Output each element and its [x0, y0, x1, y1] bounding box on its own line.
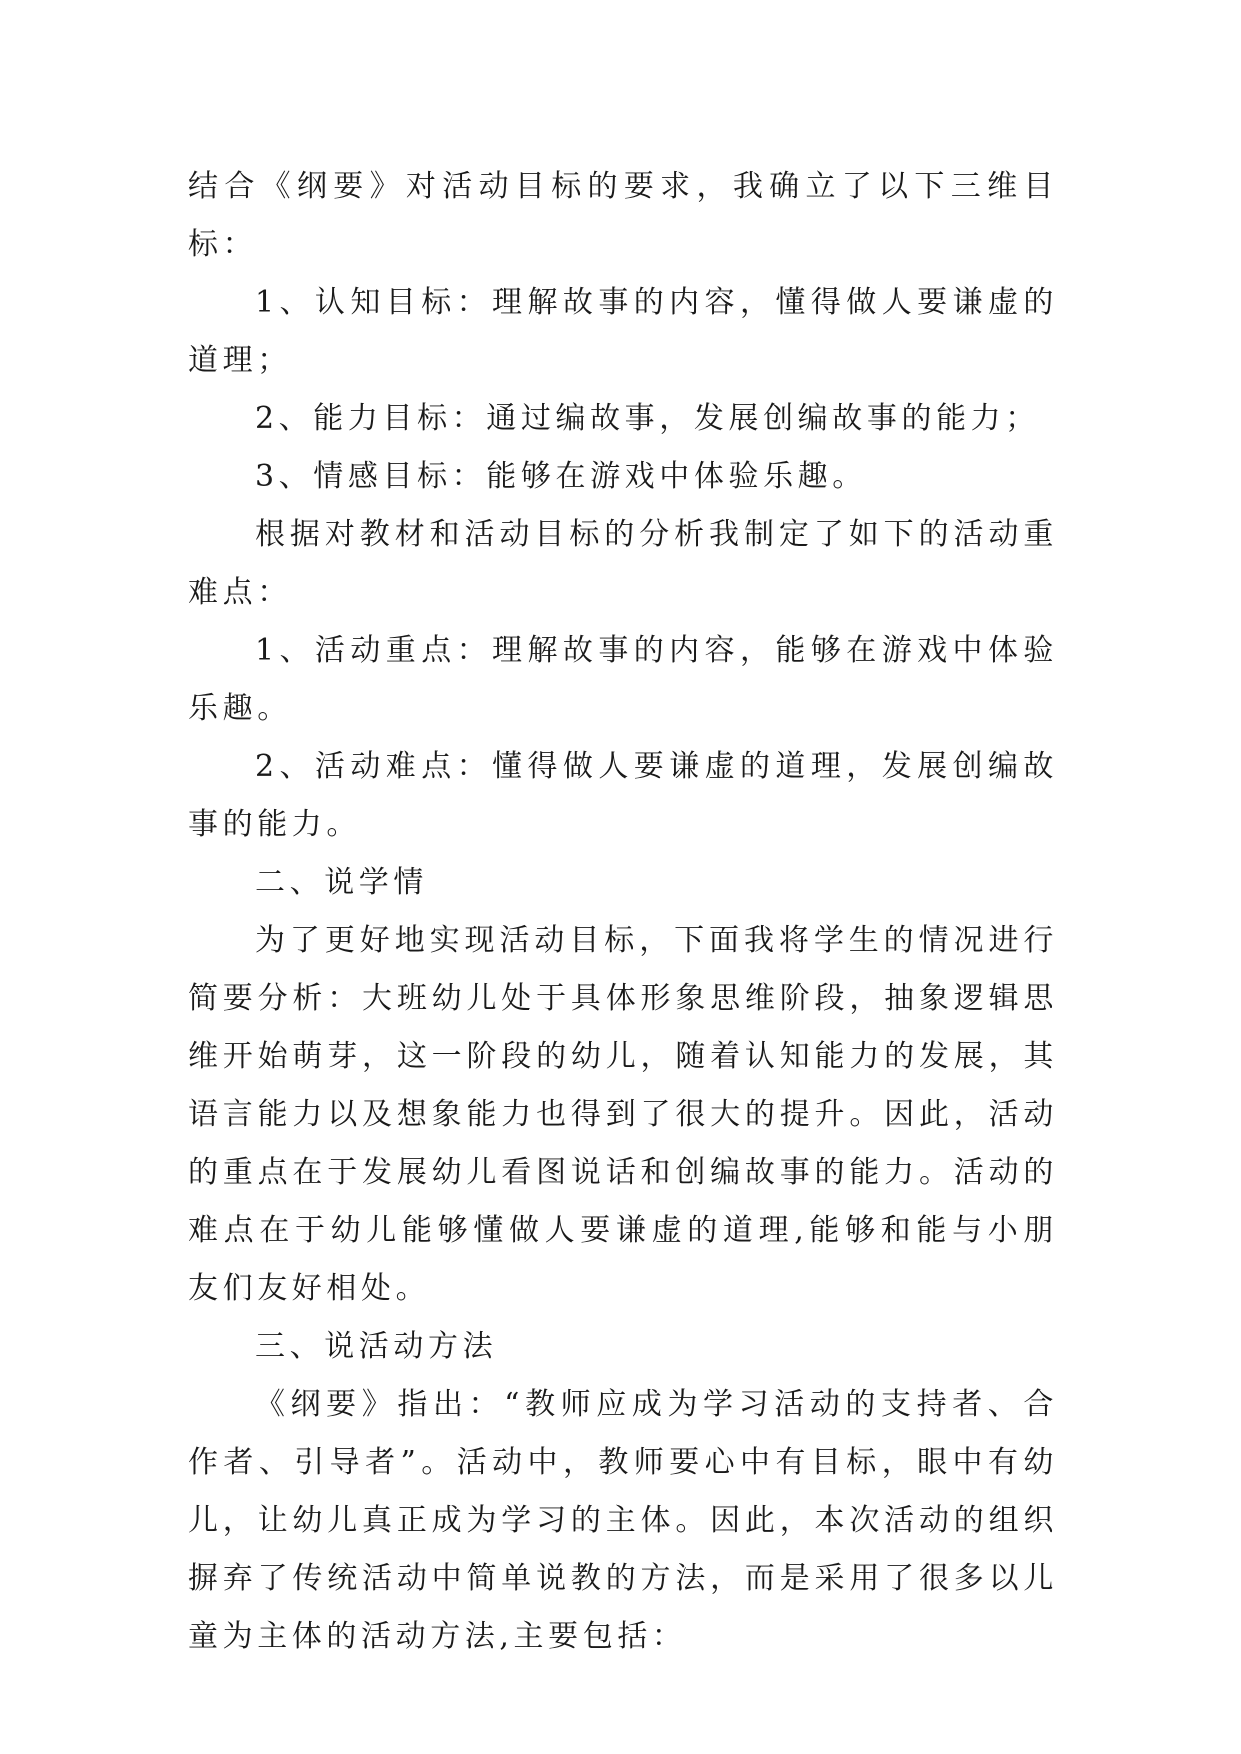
paragraph-learning-analysis: 为了更好地实现活动目标，下面我将学生的情况进行简要分析：大班幼儿处于具体形象思维阶段，抽象逻辑思维开始萌芽，这一阶段的幼儿，随着认知能力的发展，其语言能力以及想象能力也得到了很大的提升。因此，活动的重点在于发展幼儿看图说话和创编故事的能力。活动的难点在于幼儿能够懂做人要谦虚的道理,能够和能与小朋友们友好相处。	[188, 923, 1058, 1306]
paragraph-cognitive-goal: 1、认知目标：理解故事的内容，懂得做人要谦虚的道理；	[188, 285, 1058, 378]
paragraph-difficult-point: 2、活动难点：懂得做人要谦虚的道理，发展创编故事的能力。	[188, 749, 1058, 842]
paragraph-key-point: 1、活动重点：理解故事的内容，能够在游戏中体验乐趣。	[188, 633, 1058, 726]
section-heading-methods: 三、说活动方法	[255, 1329, 498, 1364]
paragraph-ability-goal: 2、能力目标：通过编故事，发展创编故事的能力；	[255, 401, 1040, 436]
document-body	[188, 158, 1058, 1666]
section-heading-learning: 二、说学情	[255, 865, 428, 900]
paragraph-goals-intro: 结合《纲要》对活动目标的要求，我确立了以下三维目标：	[188, 169, 1058, 262]
paragraph-key-points-intro: 根据对教材和活动目标的分析我制定了如下的活动重难点：	[188, 517, 1058, 610]
paragraph-emotion-goal: 3、情感目标：能够在游戏中体验乐趣。	[255, 459, 867, 494]
paragraph-methods: 《纲要》指出：“教师应成为学习活动的支持者、合作者、引导者”。活动中，教师要心中有目标，眼中有幼儿，让幼儿真正成为学习的主体。因此，本次活动的组织摒弃了传统活动中简单说教的方法，而是采用了很多以儿童为主体的活动方法,主要包括：	[188, 1387, 1058, 1654]
